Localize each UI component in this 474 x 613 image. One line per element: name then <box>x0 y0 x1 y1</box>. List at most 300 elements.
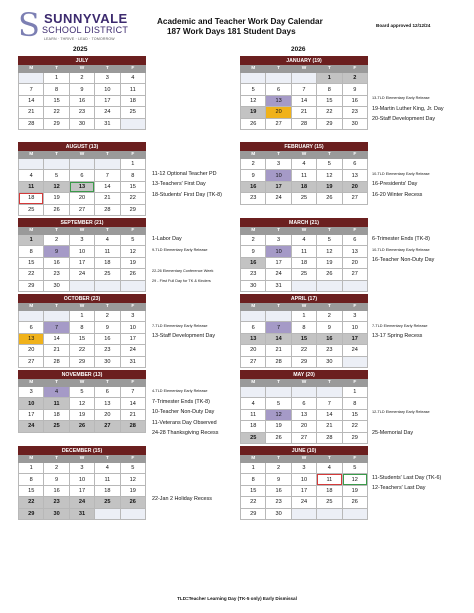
day-cell: 12 <box>317 170 342 181</box>
weekday-header: W <box>69 455 94 463</box>
day-cell: 17 <box>69 485 94 496</box>
empty-day-cell <box>69 159 94 170</box>
weekday-header: M <box>19 65 44 73</box>
day-cell: 11 <box>19 181 44 192</box>
empty-day-cell <box>69 280 94 291</box>
weekday-header: W <box>291 455 316 463</box>
empty-day-cell <box>95 508 120 519</box>
day-cell: 22 <box>19 497 44 508</box>
event-note: 13-17 Spring Recess <box>372 333 423 339</box>
month-table <box>240 446 368 520</box>
day-cell: 15 <box>44 95 69 106</box>
day-cell: 12 <box>266 409 291 420</box>
empty-day-cell <box>241 73 266 84</box>
day-cell: 29 <box>19 280 44 291</box>
weekday-header: F <box>120 151 145 159</box>
day-cell: 25 <box>95 497 120 508</box>
day-cell: 18 <box>19 193 44 204</box>
day-cell: 27 <box>342 269 367 280</box>
day-cell: 22 <box>120 193 145 204</box>
weekday-header: W <box>69 65 94 73</box>
day-cell: 30 <box>241 280 266 291</box>
weekday-header: T <box>266 379 291 387</box>
day-cell: 11 <box>95 246 120 257</box>
event-note: 13-Staff Development Day <box>152 333 216 339</box>
day-cell: 7 <box>266 322 291 333</box>
day-cell: 11 <box>120 84 145 95</box>
day-cell: 11 <box>291 246 316 257</box>
day-cell: 8 <box>69 322 94 333</box>
empty-day-cell <box>291 280 316 291</box>
day-cell: 29 <box>291 356 316 367</box>
weekday-header: T <box>317 303 342 311</box>
event-note: 16-Teacher Non-Duty Day <box>372 257 435 263</box>
weekday-header: W <box>69 151 94 159</box>
day-cell: 15 <box>291 333 316 344</box>
day-cell: 17 <box>19 409 44 420</box>
day-cell: 17 <box>120 333 145 344</box>
day-cell: 10 <box>120 322 145 333</box>
day-cell: 24 <box>95 107 120 118</box>
weekday-header: M <box>19 303 44 311</box>
page-title <box>157 17 323 37</box>
weekday-header: T <box>317 227 342 235</box>
day-cell: 13 <box>69 181 94 192</box>
month-table <box>240 56 368 130</box>
weekday-header: T <box>95 151 120 159</box>
day-cell: 8 <box>120 170 145 181</box>
month-header: SEPTEMBER (21) <box>19 219 146 227</box>
day-cell: 12 <box>120 246 145 257</box>
day-cell: 20 <box>19 345 44 356</box>
day-cell: 26 <box>317 193 342 204</box>
day-cell: 2 <box>342 73 367 84</box>
day-cell: 18 <box>291 257 316 268</box>
event-note: 4-TLD Elementary Early Release <box>152 389 208 393</box>
day-cell: 9 <box>317 322 342 333</box>
empty-day-cell <box>44 159 69 170</box>
day-cell: 7 <box>95 170 120 181</box>
day-cell: 25 <box>241 432 266 443</box>
day-cell: 8 <box>291 322 316 333</box>
year-label-right: 2026 <box>291 46 306 53</box>
day-cell: 27 <box>19 356 44 367</box>
day-cell: 19 <box>120 257 145 268</box>
day-cell: 4 <box>44 387 69 398</box>
weekday-header: M <box>241 227 266 235</box>
day-cell: 13 <box>241 333 266 344</box>
day-cell: 21 <box>95 193 120 204</box>
day-cell: 2 <box>266 463 291 474</box>
day-cell: 18 <box>120 95 145 106</box>
day-cell: 22 <box>291 345 316 356</box>
weekday-header: T <box>44 227 69 235</box>
weekday-header: M <box>19 379 44 387</box>
day-cell: 27 <box>241 356 266 367</box>
day-cell: 8 <box>19 246 44 257</box>
weekday-header: M <box>19 151 44 159</box>
day-cell: 30 <box>317 356 342 367</box>
day-cell: 25 <box>19 204 44 215</box>
day-cell: 19 <box>266 421 291 432</box>
day-cell: 14 <box>95 181 120 192</box>
day-cell: 13 <box>95 398 120 409</box>
weekday-header: T <box>266 151 291 159</box>
day-cell: 4 <box>120 73 145 84</box>
weekday-header: W <box>291 227 316 235</box>
day-cell: 27 <box>69 204 94 215</box>
day-cell: 16 <box>266 485 291 496</box>
day-cell: 30 <box>342 118 367 129</box>
weekday-header: T <box>44 455 69 463</box>
weekday-header: F <box>120 65 145 73</box>
event-note: 7-TLD Elementary Early Release <box>152 323 208 328</box>
day-cell: 13 <box>266 95 291 106</box>
day-cell: 10 <box>95 84 120 95</box>
day-cell: 8 <box>317 84 342 95</box>
day-cell: 6 <box>95 387 120 398</box>
weekday-header: W <box>69 303 94 311</box>
day-cell: 26 <box>266 432 291 443</box>
event-note: 11-Students' Last Day (TK-6) <box>372 474 442 481</box>
day-cell: 10 <box>69 474 94 485</box>
day-cell: 11 <box>95 474 120 485</box>
empty-day-cell <box>291 73 316 84</box>
day-cell: 10 <box>19 398 44 409</box>
event-note: 1-Labor Day <box>152 236 182 242</box>
day-cell: 23 <box>95 345 120 356</box>
day-cell: 17 <box>95 95 120 106</box>
weekday-header: T <box>266 455 291 463</box>
event-note: 24-28 Thanksgiving Recess <box>152 430 219 436</box>
day-cell: 30 <box>266 508 291 519</box>
day-cell: 22 <box>19 269 44 280</box>
day-cell: 2 <box>69 73 94 84</box>
day-cell: 6 <box>69 170 94 181</box>
day-cell: 6 <box>241 322 266 333</box>
empty-day-cell <box>317 508 342 519</box>
day-cell: 25 <box>120 107 145 118</box>
day-cell: 9 <box>342 84 367 95</box>
day-cell: 17 <box>291 485 316 496</box>
day-cell: 9 <box>44 474 69 485</box>
day-cell: 26 <box>342 497 367 508</box>
logo-name-line2: SCHOOL DISTRICT <box>42 25 129 35</box>
day-cell: 18 <box>95 257 120 268</box>
day-cell: 28 <box>291 118 316 129</box>
day-cell: 11 <box>291 170 316 181</box>
day-cell: 5 <box>266 398 291 409</box>
day-cell: 29 <box>317 118 342 129</box>
day-cell: 16 <box>95 333 120 344</box>
day-cell: 18 <box>291 181 316 192</box>
empty-day-cell <box>317 280 342 291</box>
day-cell: 26 <box>120 497 145 508</box>
day-cell: 6 <box>19 322 44 333</box>
day-cell: 18 <box>44 409 69 420</box>
title-line-1: Academic and Teacher Work Day Calendar <box>157 17 323 26</box>
empty-day-cell <box>120 508 145 519</box>
day-cell: 9 <box>44 246 69 257</box>
day-cell: 26 <box>69 421 94 432</box>
empty-day-cell <box>95 159 120 170</box>
day-cell: 27 <box>266 118 291 129</box>
day-cell: 27 <box>291 432 316 443</box>
day-cell: 4 <box>95 463 120 474</box>
day-cell: 18 <box>95 485 120 496</box>
day-cell: 1 <box>19 463 44 474</box>
day-cell: 8 <box>19 474 44 485</box>
weekday-header: F <box>342 303 367 311</box>
empty-day-cell <box>266 311 291 322</box>
weekday-header: W <box>291 65 316 73</box>
month-table <box>18 294 146 368</box>
day-cell: 11 <box>241 409 266 420</box>
day-cell: 12 <box>241 95 266 106</box>
day-cell: 16 <box>317 333 342 344</box>
day-cell: 22 <box>317 107 342 118</box>
day-cell: 14 <box>19 95 44 106</box>
month-table <box>240 370 368 444</box>
day-cell: 25 <box>95 269 120 280</box>
weekday-header: T <box>95 455 120 463</box>
weekday-header: T <box>95 303 120 311</box>
weekday-header: F <box>120 227 145 235</box>
weekday-header: T <box>317 455 342 463</box>
day-cell: 15 <box>342 409 367 420</box>
day-cell: 21 <box>317 421 342 432</box>
day-cell: 7 <box>317 398 342 409</box>
day-cell: 4 <box>95 235 120 246</box>
day-cell: 10 <box>69 246 94 257</box>
day-cell: 10 <box>342 322 367 333</box>
day-cell: 30 <box>44 280 69 291</box>
day-cell: 19 <box>120 485 145 496</box>
day-cell: 1 <box>44 73 69 84</box>
legend-footer: TLD=Teacher Learning Day (TK-5 only) Early Dismissal <box>177 596 297 601</box>
day-cell: 23 <box>44 497 69 508</box>
weekday-header: T <box>266 303 291 311</box>
day-cell: 17 <box>266 181 291 192</box>
weekday-header: T <box>44 303 69 311</box>
day-cell: 13 <box>342 246 367 257</box>
day-cell: 25 <box>291 269 316 280</box>
empty-day-cell <box>342 508 367 519</box>
day-cell: 5 <box>317 159 342 170</box>
day-cell: 13 <box>291 409 316 420</box>
day-cell: 1 <box>241 463 266 474</box>
day-cell: 5 <box>120 235 145 246</box>
day-cell: 25 <box>291 193 316 204</box>
day-cell: 19 <box>44 193 69 204</box>
day-cell: 4 <box>19 170 44 181</box>
weekday-header: M <box>19 227 44 235</box>
weekday-header: T <box>95 379 120 387</box>
year-label-left: 2025 <box>73 46 88 53</box>
weekday-header: T <box>317 65 342 73</box>
day-cell: 9 <box>69 84 94 95</box>
day-cell: 10 <box>266 246 291 257</box>
day-cell: 17 <box>69 257 94 268</box>
day-cell: 2 <box>317 311 342 322</box>
empty-day-cell <box>241 387 266 398</box>
event-note: 10-Teacher Non-Duty Day <box>152 409 215 415</box>
month-table <box>18 446 146 520</box>
day-cell: 3 <box>266 159 291 170</box>
day-cell: 23 <box>342 107 367 118</box>
day-cell: 12 <box>44 181 69 192</box>
day-cell: 27 <box>95 421 120 432</box>
empty-day-cell <box>241 311 266 322</box>
event-note: 13-TLD Elementary Early Release <box>372 96 430 100</box>
day-cell: 1 <box>19 235 44 246</box>
event-note: 22-Jan 2 Holiday Recess <box>152 495 212 502</box>
weekday-header: F <box>120 455 145 463</box>
day-cell: 23 <box>266 497 291 508</box>
event-note: 20-Staff Development Day <box>372 116 436 122</box>
day-cell: 16 <box>69 95 94 106</box>
empty-day-cell <box>120 280 145 291</box>
day-cell: 4 <box>291 235 316 246</box>
day-cell: 12 <box>69 398 94 409</box>
day-cell: 2 <box>241 235 266 246</box>
day-cell: 6 <box>266 84 291 95</box>
weekday-header: W <box>69 379 94 387</box>
weekday-header: T <box>317 151 342 159</box>
day-cell: 31 <box>69 508 94 519</box>
day-cell: 21 <box>44 345 69 356</box>
day-cell: 19 <box>317 181 342 192</box>
event-note: 18-Students' First Day (TK-8) <box>152 191 222 198</box>
day-cell: 7 <box>44 322 69 333</box>
day-cell: 20 <box>266 107 291 118</box>
day-cell: 15 <box>19 485 44 496</box>
weekday-header: T <box>44 379 69 387</box>
day-cell: 20 <box>291 421 316 432</box>
day-cell: 2 <box>241 159 266 170</box>
weekday-header: T <box>266 227 291 235</box>
day-cell: 1 <box>69 311 94 322</box>
day-cell: 2 <box>44 235 69 246</box>
event-note: 10-TLD Elementary Early Release <box>372 171 430 176</box>
day-cell: 29 <box>120 204 145 215</box>
empty-day-cell <box>291 387 316 398</box>
day-cell: 3 <box>95 73 120 84</box>
day-cell: 17 <box>266 257 291 268</box>
empty-day-cell <box>342 280 367 291</box>
day-cell: 8 <box>44 84 69 95</box>
event-note: 29 - First Full Day for TK & Kinders <box>152 279 211 283</box>
day-cell: 29 <box>44 118 69 129</box>
month-header: AUGUST (13) <box>19 143 146 151</box>
weekday-header: F <box>342 379 367 387</box>
day-cell: 12 <box>342 474 367 485</box>
day-cell: 8 <box>342 398 367 409</box>
day-cell: 26 <box>120 269 145 280</box>
day-cell: 6 <box>291 398 316 409</box>
event-note: 11-12 Optional Teacher PD <box>152 170 217 177</box>
day-cell: 7 <box>19 84 44 95</box>
month-table <box>240 294 368 368</box>
day-cell: 11 <box>317 474 342 485</box>
weekday-header: T <box>266 65 291 73</box>
day-cell: 31 <box>266 280 291 291</box>
month-table <box>18 370 146 433</box>
weekday-header: T <box>95 227 120 235</box>
day-cell: 28 <box>44 356 69 367</box>
day-cell: 3 <box>291 463 316 474</box>
weekday-header: T <box>317 379 342 387</box>
weekday-header: M <box>241 303 266 311</box>
day-cell: 13 <box>19 333 44 344</box>
day-cell: 20 <box>342 257 367 268</box>
month-header: NOVEMBER (13) <box>19 371 146 379</box>
day-cell: 17 <box>342 333 367 344</box>
day-cell: 14 <box>44 333 69 344</box>
day-cell: 25 <box>44 421 69 432</box>
logo-tagline: LEARN · THRIVE · LEAD · TOMORROW <box>44 37 115 41</box>
day-cell: 15 <box>317 95 342 106</box>
day-cell: 21 <box>120 409 145 420</box>
empty-day-cell <box>342 356 367 367</box>
day-cell: 12 <box>120 474 145 485</box>
empty-day-cell <box>95 280 120 291</box>
day-cell: 10 <box>291 474 316 485</box>
day-cell: 31 <box>95 118 120 129</box>
day-cell: 9 <box>266 474 291 485</box>
day-cell: 24 <box>120 345 145 356</box>
day-cell: 6 <box>342 159 367 170</box>
day-cell: 3 <box>69 463 94 474</box>
day-cell: 23 <box>241 193 266 204</box>
month-table <box>18 142 146 216</box>
day-cell: 1 <box>291 311 316 322</box>
day-cell: 20 <box>69 193 94 204</box>
day-cell: 14 <box>317 409 342 420</box>
weekday-header: M <box>19 455 44 463</box>
day-cell: 21 <box>291 107 316 118</box>
day-cell: 26 <box>317 269 342 280</box>
weekday-header: T <box>95 65 120 73</box>
day-cell: 21 <box>19 107 44 118</box>
day-cell: 18 <box>317 485 342 496</box>
day-cell: 27 <box>342 193 367 204</box>
day-cell: 3 <box>19 387 44 398</box>
day-cell: 13 <box>342 170 367 181</box>
day-cell: 26 <box>44 204 69 215</box>
month-table <box>18 218 146 292</box>
day-cell: 23 <box>317 345 342 356</box>
day-cell: 20 <box>342 181 367 192</box>
weekday-header: F <box>342 455 367 463</box>
day-cell: 22 <box>342 421 367 432</box>
weekday-header: T <box>44 65 69 73</box>
month-header: OCTOBER (23) <box>19 295 146 303</box>
day-cell: 14 <box>291 95 316 106</box>
weekday-header: W <box>291 303 316 311</box>
day-cell: 28 <box>120 421 145 432</box>
day-cell: 29 <box>241 508 266 519</box>
day-cell: 11 <box>44 398 69 409</box>
event-note: 13-Teachers' First Day <box>152 181 206 187</box>
weekday-header: F <box>120 379 145 387</box>
weekday-header: T <box>44 151 69 159</box>
day-cell: 3 <box>120 311 145 322</box>
day-cell: 2 <box>95 311 120 322</box>
event-note: 11-Veterans Day Observed <box>152 419 217 426</box>
day-cell: 30 <box>95 356 120 367</box>
day-cell: 7 <box>291 84 316 95</box>
